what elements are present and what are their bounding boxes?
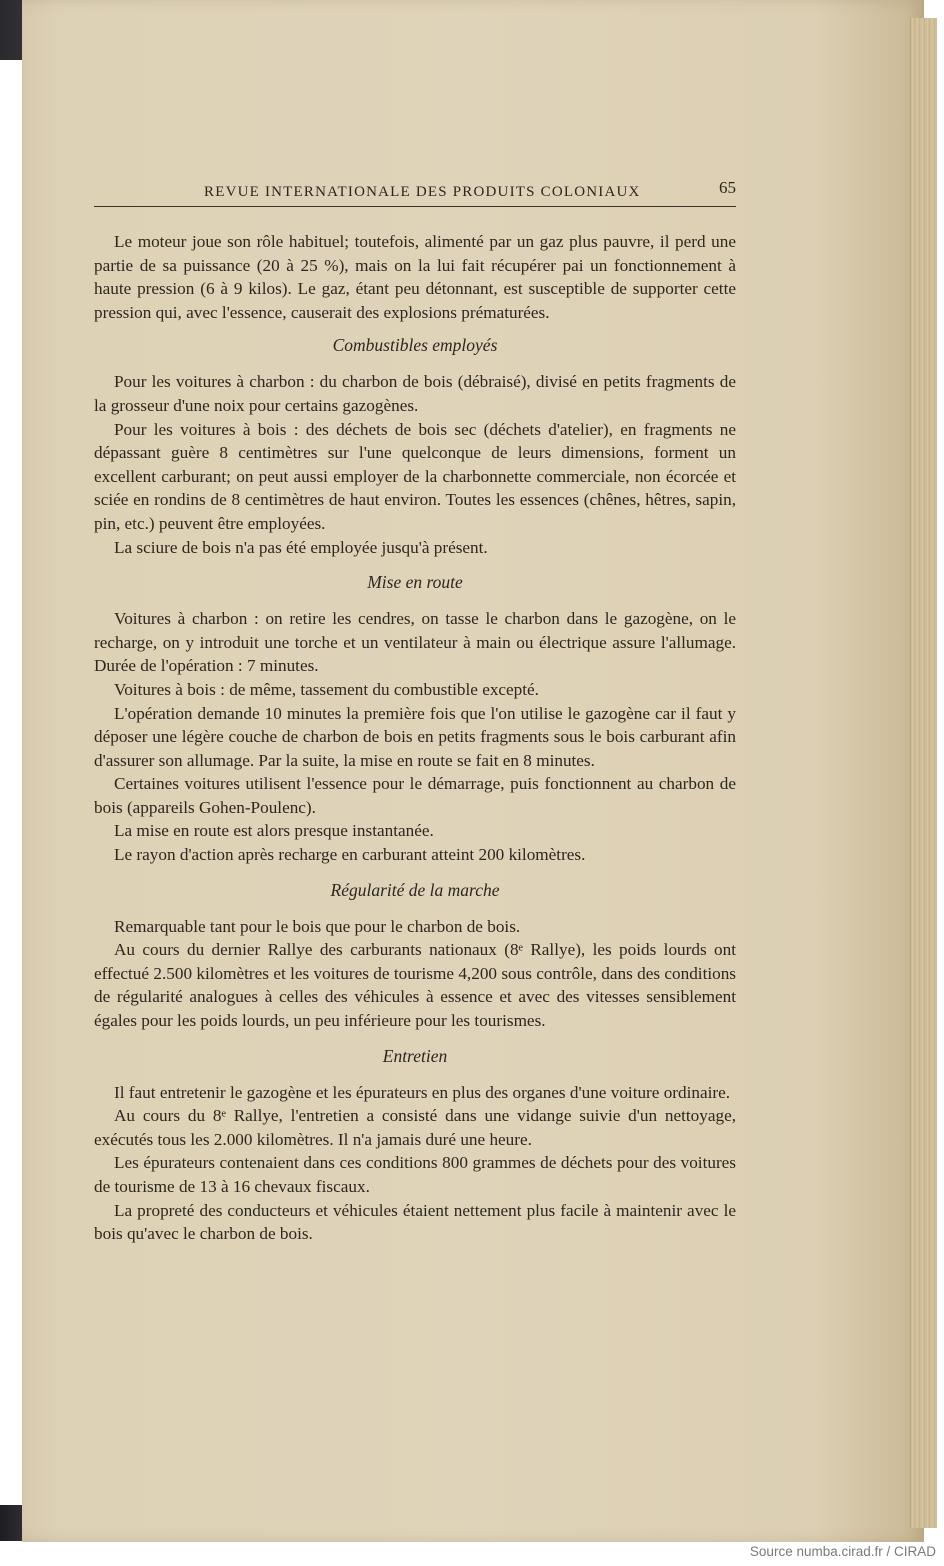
paragraph: La mise en route est alors presque instantanée.	[114, 821, 434, 841]
paragraph: La propreté des conducteurs et véhicules étaient nettement plus facile à maintenir avec le bois qu'avec le charbon de bois.	[94, 1200, 736, 1244]
paragraph: L'opération demande 10 minutes la première fois que l'on utilise le gazogène car il faut y déposer une légère couche de charbon de bois en petits fragments sous le bois carburant afin d'assurer son allumage. Par la suite, la mise en route se fait en 8 minutes.	[94, 703, 736, 770]
section-heading-regularite: Régularité de la marche	[330, 879, 500, 900]
paragraph: Le rayon d'action après recharge en carburant atteint 200 kilomètres.	[114, 845, 586, 865]
paragraph: Les épurateurs contenaient dans ces conditions 800 grammes de déchets pour des voitures de tourisme de 13 à 16 chevaux fiscaux.	[94, 1153, 736, 1196]
intro-paragraph: Le moteur joue son rôle habituel; toutefois, alimenté par un gaz plus pauvre, il perd une partie de sa puissance (20 à 25 %), mais on la lui fait récupérer pai un fonctionnement à haute pression (6 à 9 kilos). Le gaz, étant peu détonnant, est susceptible de supporter cette pression qui, avec l'essence, causerait des explosions prématurées.	[94, 232, 736, 322]
paragraph: Au cours du 8ᵉ Rallye, l'entretien a consisté dans une vidange suivie d'un nettoyage, exécutés tous les 2.000 kilomètres. Il n'a jamais duré une heure.	[94, 1106, 736, 1149]
paragraph: Au cours du dernier Rallye des carburants nationaux (8ᵉ Rallye), les poids lourds ont effectué 2.500 kilomètres et les voitures de tourisme 4,200 sous contrôle, dans des conditions de régularité analogues à celles des véhicules à essence et avec des vitesses sensiblement égales pour les poids lourds, un peu inférieure pour les tourismes.	[94, 940, 736, 1031]
running-title: REVUE INTERNATIONALE DES PRODUITS COLONIAUX	[204, 184, 641, 200]
paragraph: Remarquable tant pour le bois que pour le charbon de bois.	[114, 916, 521, 936]
article-body	[94, 230, 736, 1246]
running-header	[94, 176, 736, 207]
paragraph: Pour les voitures à bois : des déchets de bois sec (déchets d'atelier), en fragments ne dépassant guère 8 centimètres sur l'une quelconque de leurs dimensions, forment un excellent carburant; on peut aussi employer de la charbonnette commerciale, non écorcée et sciée en rondins de 8 centimètres de haut environ. Toutes les essences (chênes, hêtres, sapin, pin, etc.) peuvent être employées.	[94, 419, 736, 533]
paragraph: Certaines voitures utilisent l'essence pour le démarrage, puis fonctionnent au charbon de bois (appareils Gohen-Poulenc).	[94, 774, 736, 817]
paragraph: Voitures à bois : de même, tassement du combustible excepté.	[114, 679, 539, 699]
page-stack-edge	[910, 18, 937, 1528]
section-heading-mise-en-route: Mise en route	[367, 572, 463, 593]
page-number: 65	[719, 178, 736, 197]
paragraph: Voitures à charbon : on retire les cendres, on tasse le charbon dans le gazogène, on le recharge, on y introduit une torche et un ventilateur à main ou électrique assure l'allumage. Durée de l'opération : 7 minutes.	[94, 609, 736, 676]
section-heading-entretien: Entretien	[382, 1045, 448, 1066]
paragraph: Il faut entretenir le gazogène et les épurateurs en plus des organes d'une voiture ordinaire.	[114, 1082, 731, 1102]
section-heading-combustibles: Combustibles employés	[332, 335, 498, 356]
source-credit: Source numba.cirad.fr / CIRAD	[749, 1544, 936, 1559]
paragraph: La sciure de bois n'a pas été employée jusqu'à présent.	[114, 537, 488, 557]
paragraph: Pour les voitures à charbon : du charbon de bois (débraisé), divisé en petits fragments de la grosseur d'une noix pour certains gazogènes.	[94, 372, 736, 415]
